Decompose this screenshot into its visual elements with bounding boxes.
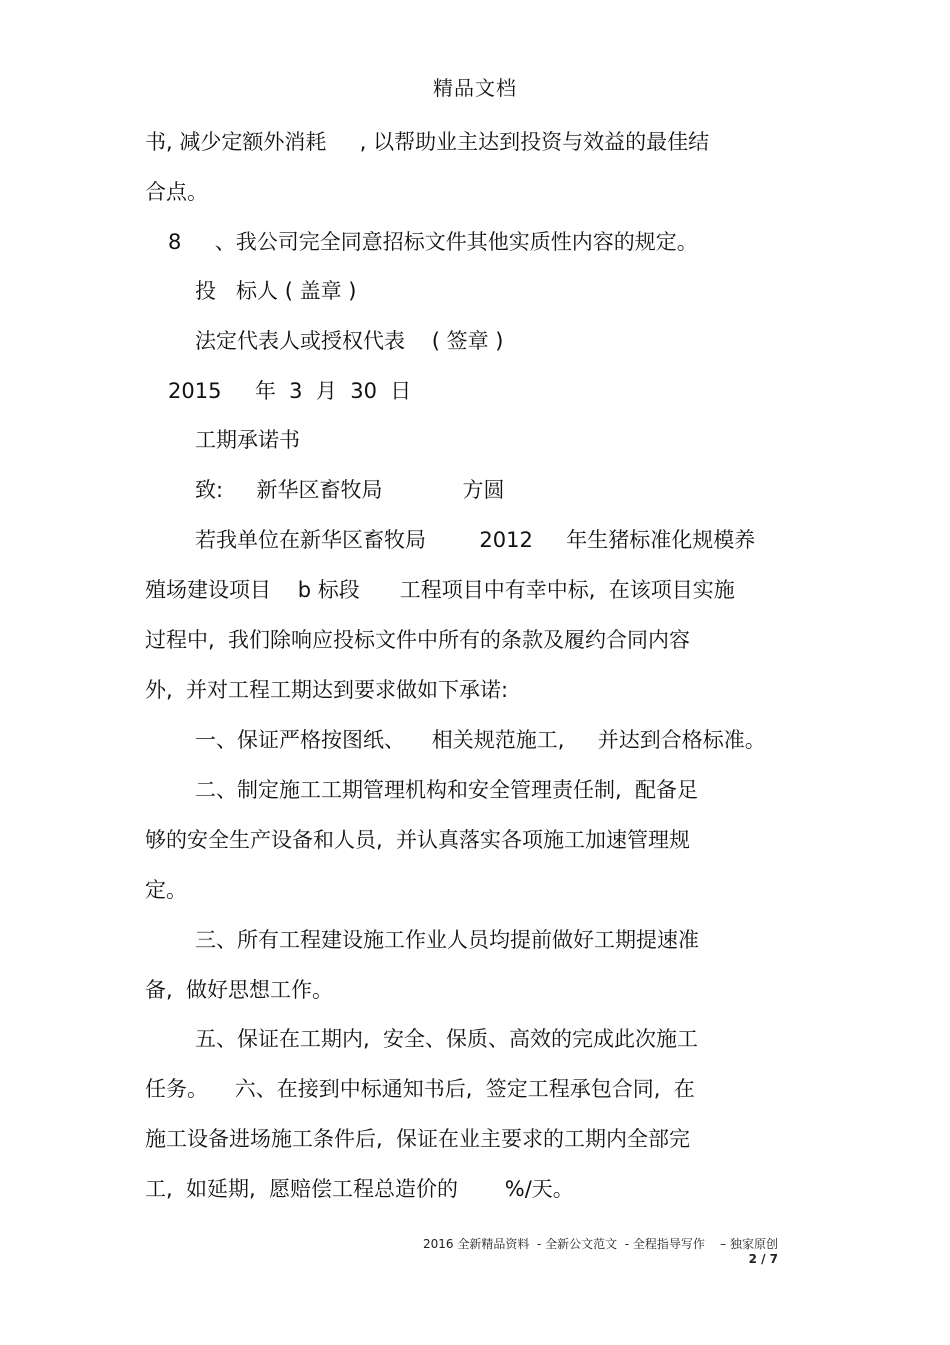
body-line: 工, 如延期, 愿赔偿工程总造价的 %/天。 [145, 1177, 574, 1201]
body-line: 备, 做好思想工作。 [145, 978, 334, 1002]
section-title: 工期承诺书 [195, 428, 300, 452]
body-line: 若我单位在新华区畜牧局 2012 年生猪标准化规模养 [195, 528, 756, 552]
body-line: 五、保证在工期内, 安全、保质、高效的完成此次施工 [195, 1027, 699, 1051]
body-line: 外, 并对工程工期达到要求做如下承诺: [145, 678, 509, 702]
body-line: 任务。 六、在接到中标通知书后, 签定工程承包合同, 在 [145, 1077, 695, 1101]
body-line: 致: 新华区畜牧局 方圆 [195, 478, 505, 502]
body-line: 过程中, 我们除响应投标文件中所有的条款及履约合同内容 [145, 628, 691, 652]
body-line: 合点。 [145, 180, 208, 204]
body-line: 法定代表人或授权代表 ( 签章 ) [195, 329, 504, 353]
body-line: 施工设备进场施工条件后, 保证在业主要求的工期内全部完 [145, 1127, 691, 1151]
body-line: 三、所有工程建设施工作业人员均提前做好工期提速准 [195, 928, 699, 952]
body-line: 投 标人 ( 盖章 ) [195, 279, 357, 303]
page-number: 2 / 7 [748, 1252, 778, 1266]
body-line: 8 、我公司完全同意招标文件其他实质性内容的规定。 [168, 230, 698, 254]
date-line: 2015 年 3 月 30 日 [168, 379, 412, 403]
body-line: 殖场建设项目 b 标段 工程项目中有幸中标, 在该项目实施 [145, 578, 735, 602]
body-line: 一、保证严格按图纸、 相关规范施工, 并达到合格标准。 [195, 728, 766, 752]
page-footer: 2016 全新精品资料 - 全新公文范文 - 全程指导写作 – 独家原创 [423, 1237, 778, 1251]
page-header: 精品文档 [433, 76, 517, 100]
body-line: 够的安全生产设备和人员, 并认真落实各项施工加速管理规 [145, 828, 691, 852]
body-line: 书, 减少定额外消耗 , 以帮助业主达到投资与效益的最佳结 [145, 130, 710, 154]
body-line: 二、制定施工工期管理机构和安全管理责任制, 配备足 [195, 778, 699, 802]
body-line: 定。 [145, 878, 187, 902]
